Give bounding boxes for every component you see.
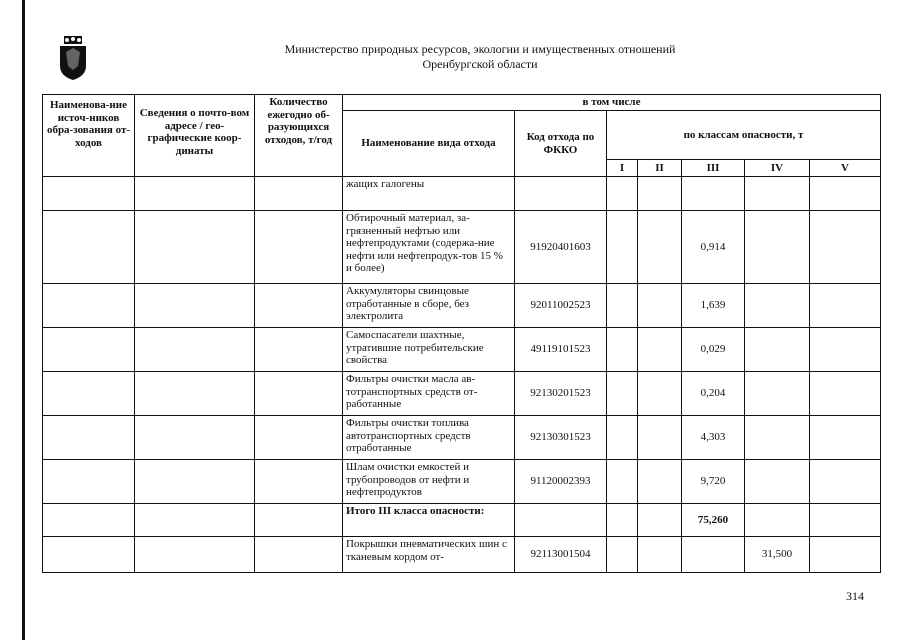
cell-class-v: [810, 537, 881, 573]
cell-address: [135, 177, 255, 211]
table-row: [43, 177, 881, 211]
cell-class-iii: 9,720: [682, 460, 745, 504]
cell-class-iii: 0,914: [682, 211, 745, 284]
cell-class-v: [810, 328, 881, 372]
cell-class-v: [810, 211, 881, 284]
header-ministry: Министерство природных ресурсов, экологии и имущественных отношений: [284, 42, 676, 56]
cell-class-iv: [745, 328, 810, 372]
cell-class-iv: [745, 372, 810, 416]
cell-waste-name: Фильтры очистки топлива автотранспортных средств отработанные: [343, 416, 515, 460]
cell-class-i: [607, 177, 638, 211]
cell-waste-name: Самоспасатели шахтные, утратившие потребительские свойства: [343, 328, 515, 372]
col-class-iii: III: [682, 160, 745, 177]
cell-class-iii: 75,260: [682, 504, 745, 537]
cell-class-iv: [745, 504, 810, 537]
cell-quantity: [255, 211, 343, 284]
cell-source: [43, 416, 135, 460]
cell-class-i: [607, 328, 638, 372]
cell-class-iii: 4,303: [682, 416, 745, 460]
cell-quantity: [255, 416, 343, 460]
cell-class-ii: [638, 504, 682, 537]
cell-address: [135, 372, 255, 416]
col-including: в том числе: [343, 95, 881, 111]
cell-class-iii: [682, 537, 745, 573]
cell-class-v: [810, 504, 881, 537]
document-header: [240, 42, 720, 72]
header-region: Оренбургской области: [422, 57, 538, 71]
cell-waste-name: Обтирочный материал, за-грязненный нефтью или нефтепродуктами (содержа-ние нефти или нефтепродук-тов 15 % и более): [343, 211, 515, 284]
table-row: [43, 372, 881, 416]
cell-class-v: [810, 177, 881, 211]
table-row: [43, 284, 881, 328]
cell-class-iv: [745, 460, 810, 504]
cell-address: [135, 328, 255, 372]
cell-class-ii: [638, 328, 682, 372]
cell-source: [43, 537, 135, 573]
cell-class-i: [607, 460, 638, 504]
cell-fkko-code: 92113001504: [515, 537, 607, 573]
cell-class-i: [607, 211, 638, 284]
cell-quantity: [255, 460, 343, 504]
cell-class-iii: 0,029: [682, 328, 745, 372]
cell-class-ii: [638, 537, 682, 573]
cell-source: [43, 372, 135, 416]
cell-address: [135, 416, 255, 460]
cell-quantity: [255, 328, 343, 372]
cell-quantity: [255, 504, 343, 537]
cell-class-i: [607, 416, 638, 460]
col-quantity: Количество ежегодно об-разующихся отходов, т/год: [255, 95, 343, 177]
cell-class-iv: [745, 284, 810, 328]
cell-fkko-code: 91920401603: [515, 211, 607, 284]
table-row: [43, 416, 881, 460]
cell-quantity: [255, 372, 343, 416]
col-class-ii: II: [638, 160, 682, 177]
cell-fkko-code: 92011002523: [515, 284, 607, 328]
cell-class-i: [607, 284, 638, 328]
cell-fkko-code: 92130201523: [515, 372, 607, 416]
cell-class-v: [810, 416, 881, 460]
cell-address: [135, 537, 255, 573]
cell-fkko-code: [515, 177, 607, 211]
cell-source: [43, 328, 135, 372]
cell-class-ii: [638, 211, 682, 284]
cell-fkko-code: 91120002393: [515, 460, 607, 504]
cell-source: [43, 177, 135, 211]
cell-fkko-code: [515, 504, 607, 537]
col-fkko-code: Код отхода по ФККО: [515, 111, 607, 177]
cell-fkko-code: 92130301523: [515, 416, 607, 460]
page-edge-line: [22, 0, 25, 640]
col-class-v: V: [810, 160, 881, 177]
cell-waste-name: Фильтры очистки масла ав-тотранспортных средств от-работанные: [343, 372, 515, 416]
cell-class-iv: [745, 211, 810, 284]
waste-table: [42, 94, 881, 573]
coat-of-arms-icon: [58, 36, 88, 80]
cell-class-ii: [638, 460, 682, 504]
table-row: [43, 504, 881, 537]
cell-class-iii: 1,639: [682, 284, 745, 328]
cell-quantity: [255, 284, 343, 328]
cell-quantity: [255, 177, 343, 211]
col-class-i: I: [607, 160, 638, 177]
cell-class-iv: [745, 177, 810, 211]
cell-address: [135, 284, 255, 328]
col-hazard-classes: по классам опасности, т: [607, 111, 881, 160]
cell-waste-name: Итого III класса опасности:: [343, 504, 515, 537]
cell-fkko-code: 49119101523: [515, 328, 607, 372]
cell-class-i: [607, 372, 638, 416]
col-class-iv: IV: [745, 160, 810, 177]
cell-class-iii: 0,204: [682, 372, 745, 416]
table-row: [43, 328, 881, 372]
table-row: [43, 211, 881, 284]
cell-address: [135, 460, 255, 504]
cell-source: [43, 211, 135, 284]
cell-source: [43, 504, 135, 537]
cell-class-iv: [745, 416, 810, 460]
table-row: [43, 460, 881, 504]
cell-address: [135, 211, 255, 284]
col-address: Сведения о почто-вом адресе / гео-графические коор-динаты: [135, 95, 255, 177]
cell-address: [135, 504, 255, 537]
cell-class-ii: [638, 177, 682, 211]
cell-class-ii: [638, 372, 682, 416]
cell-class-ii: [638, 416, 682, 460]
cell-class-v: [810, 460, 881, 504]
cell-quantity: [255, 537, 343, 573]
col-waste-type: Наименование вида отхода: [343, 111, 515, 177]
cell-waste-name: жащих галогены: [343, 177, 515, 211]
cell-class-i: [607, 504, 638, 537]
cell-source: [43, 284, 135, 328]
cell-waste-name: Покрышки пневматических шин с тканевым кордом от-: [343, 537, 515, 573]
page-number: 314: [846, 589, 864, 603]
cell-class-iii: [682, 177, 745, 211]
table-row: [43, 537, 881, 573]
cell-source: [43, 460, 135, 504]
cell-class-ii: [638, 284, 682, 328]
cell-waste-name: Аккумуляторы свинцовые отработанные в сборе, без электролита: [343, 284, 515, 328]
cell-waste-name: Шлам очистки емкостей и трубопроводов от нефти и нефтепродуктов: [343, 460, 515, 504]
cell-class-v: [810, 372, 881, 416]
col-source-name: Наименова-ние источ-ников обра-зования от-ходов: [43, 95, 135, 177]
cell-class-iv: 31,500: [745, 537, 810, 573]
cell-class-v: [810, 284, 881, 328]
cell-class-i: [607, 537, 638, 573]
